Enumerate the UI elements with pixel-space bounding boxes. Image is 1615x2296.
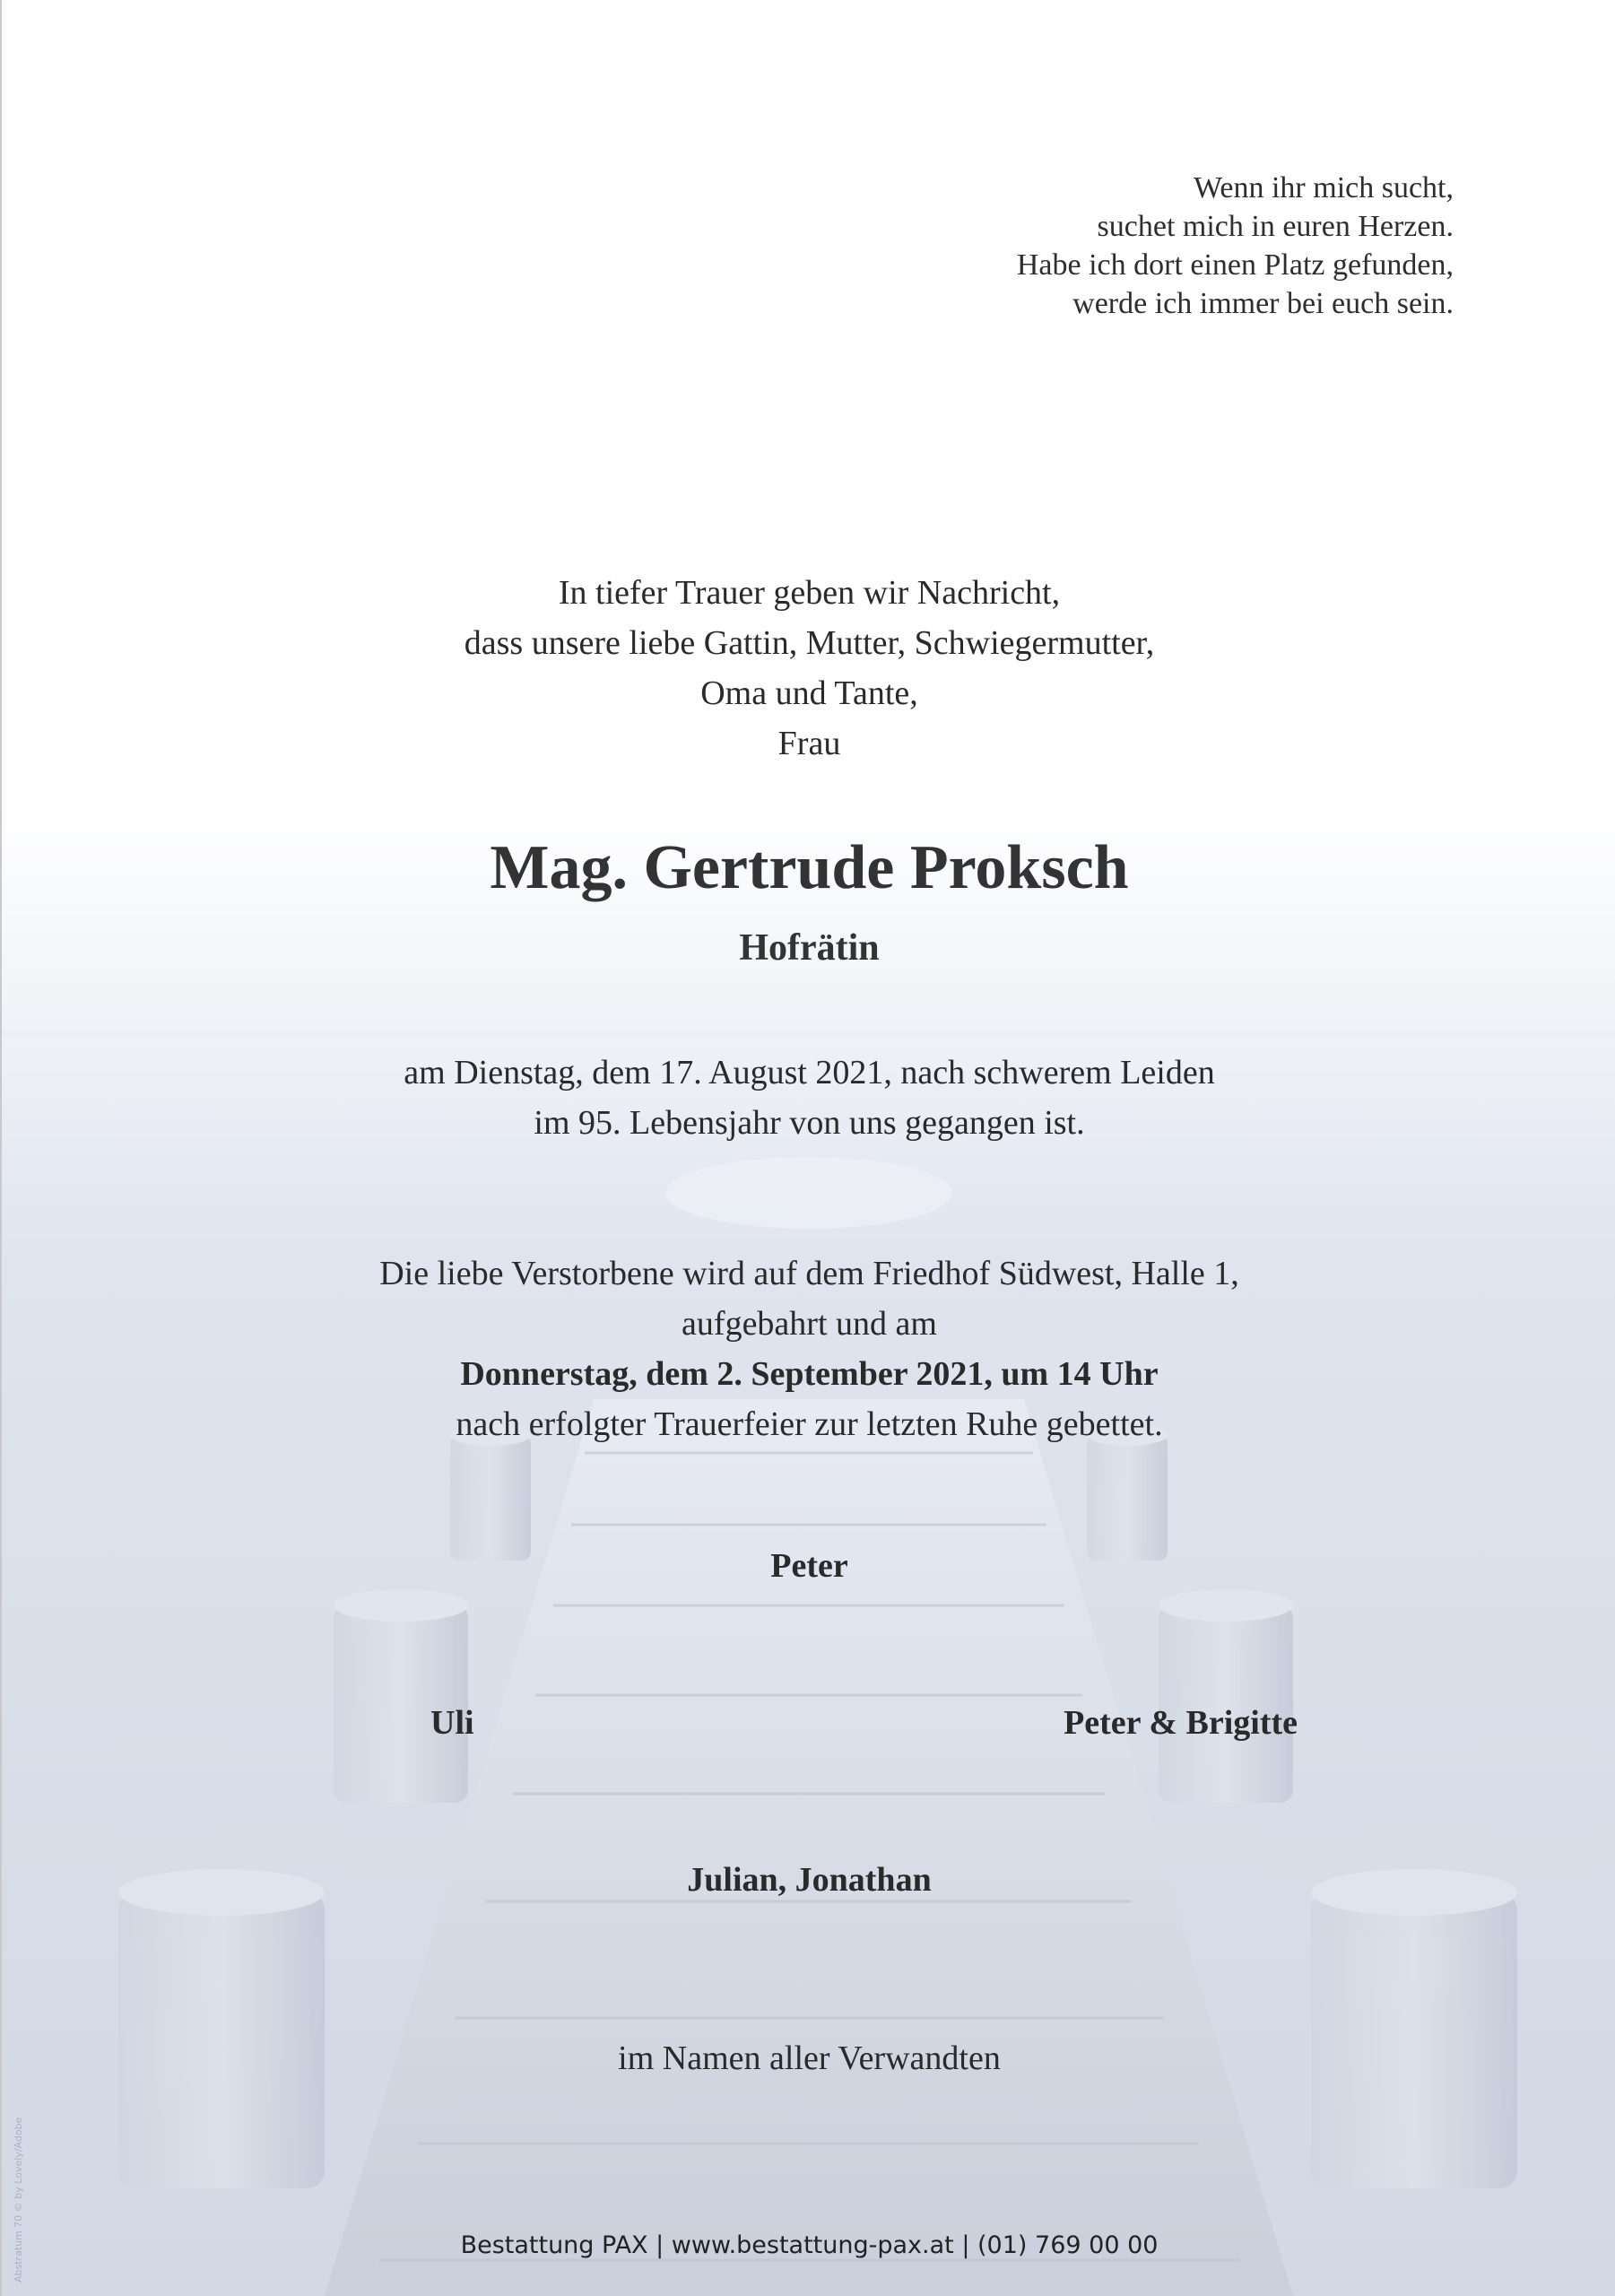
deceased-name: Mag. Gertrude Proksch xyxy=(490,833,1129,902)
verse-line: Habe ich dort einen Platz gefunden, xyxy=(1016,248,1454,282)
photo-credit: Abstratum 70 © by Lovely/Adobe xyxy=(13,2117,24,2283)
intro-line: Frau xyxy=(777,725,841,762)
verse-line: Wenn ihr mich sucht, xyxy=(1194,171,1454,204)
mourner-name: Peter xyxy=(770,1547,848,1585)
intro-line: In tiefer Trauer geben wir Nachricht, xyxy=(558,574,1061,612)
memorial-verse xyxy=(826,169,1454,323)
funeral-line: aufgebahrt und am xyxy=(682,1305,937,1343)
funeral-line: nach erfolgter Trauerfeier zur letzten Ruhe gebettet. xyxy=(456,1405,1163,1443)
death-line: am Dienstag, dem 17. August 2021, nach schwerem Leiden xyxy=(404,1054,1215,1091)
intro-line: Oma und Tante, xyxy=(700,674,918,712)
announcement-intro xyxy=(2,568,1615,769)
death-line: im 95. Lebensjahr von uns gegangen ist. xyxy=(534,1104,1085,1142)
closing-line: im Namen aller Verwandten xyxy=(618,2039,1001,2077)
intro-line: dass unsere liebe Gattin, Mutter, Schwiegermutter, xyxy=(464,624,1155,662)
verse-line: werde ich immer bei euch sein. xyxy=(1072,287,1454,320)
funeral-line: Die liebe Verstorbene wird auf dem Friedhof Südwest, Halle 1, xyxy=(379,1255,1239,1292)
mourner-name: Julian, Jonathan xyxy=(687,1861,932,1899)
deceased-title: Hofrätin xyxy=(739,927,880,969)
pier-background-image xyxy=(2,0,1615,2296)
mourner-name: Uli xyxy=(430,1704,474,1742)
funeral-date: Donnerstag, dem 2. September 2021, um 14 Uhr xyxy=(460,1355,1159,1393)
funeral-home-footer: Bestattung PAX | www.bestattung-pax.at | (01) 769 00 00 xyxy=(460,2231,1159,2259)
funeral-details xyxy=(2,1248,1615,1449)
mourner-name: Peter & Brigitte xyxy=(1064,1704,1298,1742)
death-notice xyxy=(2,1048,1615,1148)
verse-line: suchet mich in euren Herzen. xyxy=(1097,210,1454,243)
